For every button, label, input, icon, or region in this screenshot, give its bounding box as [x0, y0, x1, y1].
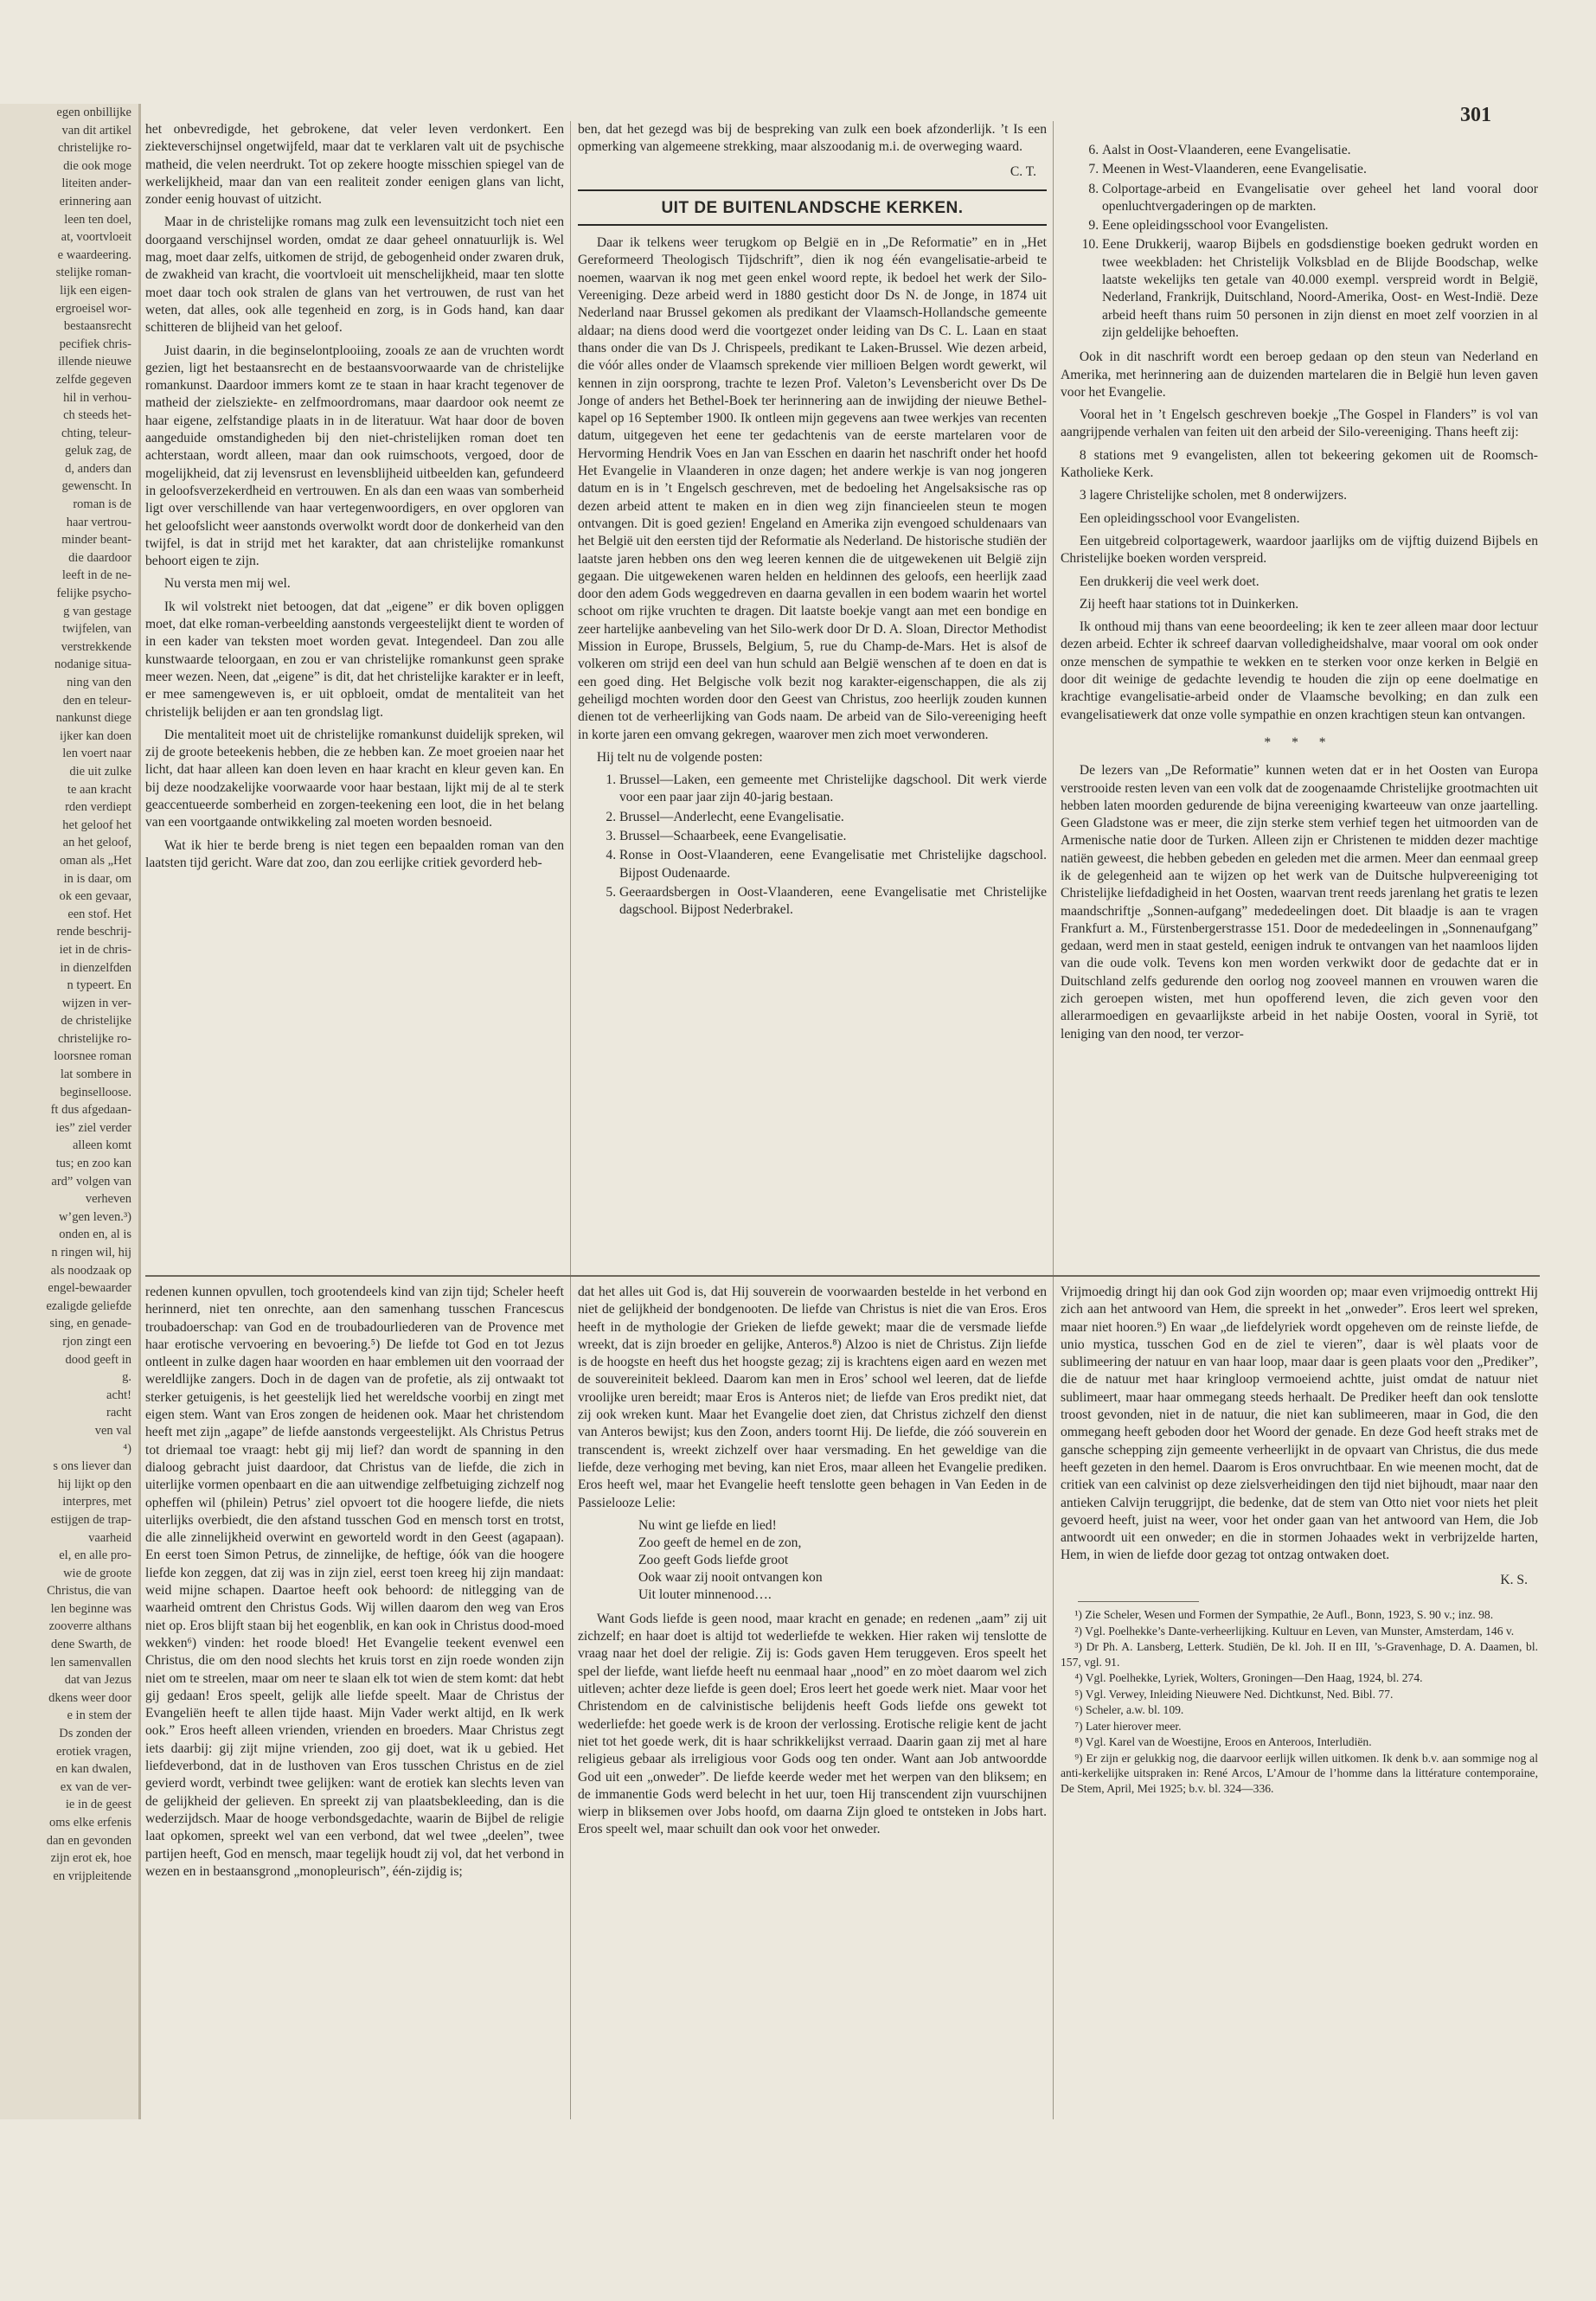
column-1-bottom [145, 1284, 564, 2114]
col2-bottom-p2: Want Gods liefde is geen nood, maar kracht en genade; en redenen „aam” zij uit zichzelf; en haar doet is altijd tot wederliefde te wekken. Hier raken wij tenslotte de vraag naar het doel der religie. Zij is: Gods gaven Hem teruggeven. Eros speelt het spel der liefde, want liefde heeft nu eenmaal haar „nood” en zo mòet daarom wel zich uitleven; achter deze liefde is geen doel; Eros leert het goede werk niet. Maar voor het Christendom en de calvinistische belijdenis heeft Gods liefde ons gewekt tot wederliefde: het goede werk is de kroon der verlossing. Erotische religie kent de jacht niet tot het goede werk, dit is haar schrikkelijkst verraad. Daarin gaan zij met al hare religieus gebaar als irreligious voor Gods oog ten onder. Want aan Job antwoordde God uit een „onweder”. De liefde keerde weder met het werpen van den bliksem; en de immanentie Gods werd belecht in het uur, toen Hij transcendent zijn vuurschijnen wierp in bliksemen over Jobs hoofd, om daarna Zijn gloed te ontsteken in Jobs hart. Eros speelt wel, maar schuilt dan ook voor het onweder. [578, 1611, 1047, 1837]
prev-page-line: ex van de ver- [60, 1779, 131, 1794]
prev-page-line: len samenvallen [50, 1655, 131, 1670]
prev-page-line: als noodzaak op [50, 1263, 131, 1278]
col1-paragraph: het onbevredigde, het gebrokene, dat veler leven verdonkert. Een ziekteverschijnsel ongetwijfeld, maar dat te verklaren valt uit de psychische matheid, die velen neerdrukt. Tot op zekere hoogte misschien spiegel van de werkelijkheid, maar dan van een realiteit zonder eenigen glans van licht, zonder eenig houvast of uitzicht. [145, 122, 564, 208]
poem-line: Nu wint ge liefde en lied! [638, 1517, 777, 1533]
prev-page-line: verstrekkende [61, 639, 131, 654]
signature-ct: C. T. [1010, 163, 1036, 179]
col2-paragraphs [578, 234, 1047, 766]
prev-page-line: haar vertrou- [66, 515, 131, 529]
prev-page-line: nodanige situa- [54, 657, 131, 672]
signature-ks: K. S. [1500, 1572, 1528, 1587]
prev-page-line: en vrijpleitende [53, 1868, 131, 1883]
prev-page-line: geluk zag, de [65, 444, 131, 458]
prev-page-line: n typeert. En [67, 978, 131, 993]
prev-page-line: interpres, met [62, 1495, 131, 1509]
prev-page-line: liteiten ander- [61, 176, 131, 191]
column-rule-2 [1053, 121, 1054, 2119]
col3-paragraph: Vooral het in ’t Engelsch geschreven boekje „The Gospel in Flanders” is vol van aangrijpende verhalen van feiten uit den arbeid der Silo-vereeniging. Thans heeft zij: [1061, 407, 1538, 440]
prev-page-line: estijgen de trap- [50, 1512, 131, 1527]
col2-paragraph: Hij telt nu de volgende posten: [596, 749, 763, 765]
prev-page-line: in dienzelfden [60, 960, 131, 975]
prev-page-line: den en teleur- [62, 693, 131, 708]
col1-bottom-text: redenen kunnen opvullen, toch grootendeels kind van zijn tijd; Scheler heeft herinnerd, niet ten onrechte, aan den samenhang tusschen Francescus troubadoerschap: van God en de troubadourliederen van de Provence met haar erotische vervoering en bevoering.⁵) De liefde tot God en tot Jezus ontleent in zulke dagen haar woorden en haar emblemen uit den voorraad der wereldlijke zangers. Doch in de dagen van de profetie, als zij ontwaakt tot sterker getuigenis, is het geestelijk lied het wereldsche voorbij en zingt met eigen stem. Want van Eros zongen de heidenen ook. Maar het christendom heeft met zijn „agape” de liefde aanstonds vergeestelijkt. Als Christus Petrus tot driemaal toe vraagt: hebt gij mij lief? dan wordt de spanning in den dialoog gebracht juist daardoor, dat Christus van de liefde, die zich in uiterlijke vormen openbaart en die aan uitwendige zelfbetuiging zichzelf nog opheffen wil (philein) Petrus’ ziel opvoert tot die hoogere liefde, die niets uiterlijks overbiedt, die den afstand tusschen God en mensch torst en trotst, die alle zinnelijkheid overwint en geworteld wordt in den Geest (agapaan). En eerst toen Simon Petrus, de zinnelijke, de heftige, óók van die hoogere liefde kon zeggen, dat zij was in zijn ziel, eerst toen kreeg hij zijn mandaat: weid mijne schapen. Daartoe heeft ook behoord: de nitlegging van de waarheid omtrent den Christus Gods. Wij willen daarom den weg van Eros niet op. Eros blijft staan bij het eogenblik, en kan ook in Christus dood-moed wekken⁶) vinden: het roode bloed! Het Evangelie teekent evenwel een Christus, die om den nood slechts het kruis torst en zijn roede wonden zijn niet om te streelen, maar om neer te slaan elk tot wien de stem komt: dat hebt gij gedaan! Eros speelt, gelijk alle liefde speelt. Maar de Christus der Evangeliën heeft te allen tijde haast. Mijn Vader werkt altijd, en Ik werk ook.” Eros heeft alleen vrienden, vrienden en broeders. Maar Christus zegt iets daarbij: gij zijt mijne vrienden, zoo gij doet, wat ik u gebied. Het liefdeverbond, dat in de lusthoven van Eros tusschen Christus en de ziel gevierd wordt, verbindt twee gelijken: want de erotiek kan slechts leven van de gelijkheid der gelieven. En spreekt zij van plaatsbekleeding, dan is die wederzijdsch. Maar de hooge verbondsgedachte, waarin de Bijbel de religie laat opkomen, spreekt wel van een verbond, dat wel twee „deelen”, twee partijen heeft, God en mensch, maar tegelijk houdt zij vol, dat het verbond in wezen en in bestaansgrond „monopleurisch”, één-zijdig is; [145, 1285, 564, 1879]
column-3-bottom [1061, 1284, 1538, 2114]
prev-page-line: at, voortvloeit [61, 230, 131, 245]
prev-page-line: ch steeds het- [63, 408, 131, 423]
prev-page-line: ies” ziel verder [55, 1120, 131, 1135]
prev-page-line: chting, teleur- [61, 426, 131, 440]
prev-page-line: g. [122, 1370, 131, 1385]
footnote: ⁶) Scheler, a.w. bl. 109. [1074, 1703, 1184, 1717]
previous-page-strip [0, 104, 141, 2119]
prev-page-line: d, anders dan [65, 461, 131, 476]
prev-page-line: w’gen leven.³) [58, 1209, 131, 1224]
prev-page-line: twijfelen, van [62, 622, 131, 637]
prev-page-line: loorsnee roman [54, 1049, 131, 1064]
prev-page-line: sing, en genade- [49, 1317, 131, 1331]
prev-page-line: die daardoor [68, 550, 131, 565]
footnote: ³) Dr Ph. A. Lansberg, Letterk. Studiën, De kl. Joh. II en III, ’s-Gravenhage, D. A. Daamen, bl. 157, vgl. 91. [1061, 1640, 1538, 1669]
prev-page-line: rende beschrij- [56, 925, 131, 939]
footnote: ¹) Zie Scheler, Wesen und Formen der Sympathie, 2e Aufl., Bonn, 1923, S. 90 v.; inz. 98. [1074, 1608, 1494, 1622]
prev-page-line: pecifiek chris- [59, 336, 131, 351]
prev-page-line: Ds zonden der [59, 1727, 131, 1741]
footnote-rule [1078, 1601, 1199, 1602]
col3-bottom-p1: Vrijmoedig dringt hij dan ook God zijn woorden op; maar even vrijmoedig onttrekt Hij zich aan het antwoord van Hem, die spreekt in het „onweder”. Eros leert wel spreken, maar niet hooren.⁹) En waar „de liefdelyriek wordt opgeheven om de reinste liefde, de unio mystica, tusschen God en de ziel te vieren”, daar is wèl plaats voor de sublimeering der natuur en van haar loop, maar daar is geen plaats voor den „Prediker”, die de natuur met haar kringloop vermoeiend achtte, juist omdat de natuur niet sublimeert, maar haar ommegang steeds herhaalt. De Prediker heeft dan ook tenslotte troost gevonden, niet in de natuur, die niet kan sublimeeren, maar in God, die den ommegang heeft geboden door het Woord der genade. En deze God heeft straks met de gansche schepping zijn gemeente verheerlijkt in de opvaart van Christus, die dus mede heeft gezeten in den hemel. Daarom is Eros onvruchtbaar. En wie meenen mocht, dat de critiek van een calvinist op deze zielsverheidingen den tijd niet bijhoudt, maar naar den antieken Calvijn teruggrijpt, die bedenke, dat de stem van Otto niet voor niets het pleit gevoerd heeft, juist na weer, voor het onder gaan van het antwoord van Hem, die Job antwoordt uit een onweder; en die in stormen Johaades wekt in verbrijzelde harten, Hem, in wien de liefde door gezag tot ontzag ontwaken doet. [1061, 1285, 1538, 1563]
col3-paragraph: Een uitgebreid colportagewerk, waardoor jaarlijks om de vijftig duizend Bijbels en Christelijke boeken worden verspreid. [1061, 533, 1538, 567]
col1-paragraph: Juist daarin, in die beginselontplooiing, zooals ze aan de vruchten wordt gezien, ligt het bestaansrecht en de bestaansvoorwaarde van de christelijke romankunst. Daardoor immers komt ze te staan in haar kracht tegenover de matheid der zielsziekte- en zelfmoordromans, maar daardoor ook neemt ze haar eigene, zelfstandige plaats in in de literatuur. Wat haar door de boven aangeduide omstandigheden bij den niet-christelijken roman doet ten achterstaan, wordt alleen, maar dan ook ruimschoots, vergoed, door de mogelijkheid, dat zij levensrust en levensblijheid uitbeelden kan, gefundeerd in geloofsverzekerdheid en vertrouwen. En als dan een waas van somberheid ligt over verschillende van haar vertegenwoordigers, en over opgloren van het geloofslicht weer aanstonds overwolkt wordt door de donkerheid van den twijfel, is dat in strijd met het karakter, dat aan christelijke romankunst behoort eigen te zijn. [145, 343, 564, 569]
prev-page-line: n ringen wil, hij [51, 1246, 131, 1259]
col3-paragraph: Een drukkerij die veel werk doet. [1079, 574, 1259, 589]
prev-page-line: ⁴) [123, 1441, 131, 1456]
list-item: 2. Brussel—Anderlecht, eene Evangelisatie. [619, 809, 1047, 826]
prev-page-line: oms elke erfenis [48, 1816, 131, 1830]
prev-page-line: acht! [106, 1388, 131, 1402]
column-2-top [578, 121, 1047, 1267]
prev-page-line: verheven [85, 1192, 131, 1207]
prev-page-line: een stof. Het [67, 907, 131, 921]
prev-page-line: hij lijkt op den [58, 1477, 131, 1491]
prev-page-line: egen onbillijke [56, 106, 131, 119]
list-item: 10. Eene Drukkerij, waarop Bijbels en godsdienstige boeken gedrukt worden en twee weekbladen: het Christelijk Volksblad en de Blijde Boodschap, welke laatste wekelijks ten getale van 40.000 exempl. verspreid wordt in België, Nederland, Frankrijk, Duitschland, Noord-Amerika, Oost- en West-Indië. Deze arbeid heeft thans ruim 50 personen in zijn dienst en moet zelf voorzien in al zijn geldelijke behoeften. [1102, 236, 1538, 342]
col1-paragraph: Maar in de christelijke romans mag zulk een levensuitzicht toch niet een doorgaand verschijnsel worden, omdat ze daar geheel onnatuurlijk is. Wel mag, moet daar zelfs, uitkomen de strijd, de gebogenheid onder zwaren druk, de zwakheid van kracht, die voortvloeit uit menschelijkheid, maar ten slotte moet daar toch ook stralen de glans van het vertrouwen, de rust van het weten, dat alles, ook alle tegenheid en zorg, is in Gods hand, kan daar schitteren de blijheid van het geloof. [145, 215, 564, 336]
column-rule-1 [570, 121, 571, 2119]
prev-page-line: erotiek vragen, [56, 1744, 131, 1759]
prev-page-line: g van gestage [63, 604, 131, 619]
poem-line: Uit louter minnenood…. [638, 1586, 772, 1602]
prev-page-line: racht [106, 1406, 131, 1420]
prev-page-line: e waardeering. [57, 247, 131, 262]
list-item: 4. Ronse in Oost-Vlaanderen, eene Evangelisatie met Christelijke dagschool. Bijpost Oudenaarde. [619, 847, 1047, 882]
prev-page-line: roman is de [73, 497, 131, 512]
prev-page-line: te aan kracht [67, 782, 131, 797]
prev-page-line: in is daar, om [63, 871, 131, 886]
prev-page-line: ard” volgen van [51, 1174, 131, 1189]
poem-line: Zoo geeft de hemel en de zon, [638, 1535, 802, 1550]
prev-page-line: bestaansrecht [63, 319, 131, 334]
col3-paragraph: Een opleidingsschool voor Evangelisten. [1079, 510, 1300, 526]
prev-page-line: an het geloof, [62, 836, 131, 850]
prev-page-line: engel-bewaarder [48, 1281, 131, 1296]
prev-page-line: de christelijke [61, 1014, 131, 1029]
col3-paragraph: De lezers van „De Reformatie” kunnen weten dat er in het Oosten van Europa verstrooide resten leven van een volk dat de zoogenaamde Christelijke grootmachten uit hebben laten moorden gedurende de bijna vereeniging kwarteeuw van onze jaartelling. Geen Gladstone was er meer, die zijn sterke stem verhief tegen het uitmoorden van de Armenische natie door de Turken. Alleen zijn er Christenen te midden dezer machtige natiën geweest, die hebben gebeden en geleden met die armen. Meer dan eenmaal greep ik de gelegenheid aan te wijzen op het werk van de Duitsche hulpvereeniging tot Christelijke liefdadigheid in het Oosten, waarvan trent reeds jarenlang het gratis te lezen maandschriftje „Sonnen-aufgang” mededeelingen doet. Dit blaadje is aan te vragen Frankfurt a. M., Fürstenbergerstrasse 151. Door de mededeelingen in „Sonnenaufgang” gedaan, werd men in staat gesteld, eenigen indruk te ontvangen van het naamloos lijden van die oude volk. Tevens kon men worden verkwikt door de gedachte dat er in Duitschland zelfs gedurende den oorlog nog zooveel mannen en vrouwen waren die zich geroepen wisten, met hun opofferend leven, die zich geven voor den allerarmoedigen en gevaarlijkste arbeid in het nabije Oosten, vooral in Syrië, tot leniging van den nood, ter verzor- [1061, 763, 1538, 1042]
section-stars: * * * [1264, 734, 1335, 750]
col1-paragraph: Wat ik hier te berde breng is niet tegen een bepaalden roman van den laatsten tijd gericht. Ware dat zoo, dan zou eerlijke critiek gevorderd heb- [145, 837, 564, 870]
prev-page-line: s ons liever dan [53, 1459, 131, 1474]
silo-posts-list-continued [1061, 142, 1538, 342]
prev-page-line: felijke psycho- [56, 586, 131, 601]
section-divider-rule [145, 1275, 1540, 1277]
column-1-top [145, 121, 564, 1267]
prev-page-line: ezaligde geliefde [46, 1298, 131, 1313]
prev-page-line: ijker kan doen [60, 728, 131, 743]
footnote: ²) Vgl. Poelhekke’s Dante-verheerlijking. Kultuur en Leven, van Munster, Amsterdam, 146 v. [1074, 1624, 1515, 1638]
prev-page-line: zooverre althans [48, 1619, 131, 1634]
prev-page-line: rjon zingt een [62, 1334, 131, 1349]
prev-page-line: dkens weer door [48, 1690, 131, 1705]
prev-page-line: ning van den [67, 676, 131, 689]
footnote: ⁵) Vgl. Verwey, Inleiding Nieuwere Ned. Dichtkunst, Ned. Bibl. 77. [1074, 1687, 1394, 1701]
prev-page-line: nankunst diege [55, 711, 131, 726]
col1-paragraph: Die mentaliteit moet uit de christelijke romankunst duidelijk spreken, wil zij de groote beteekenis hebben, die ze hebben kan. Ze moet groeien naar het licht, dat haar alleen kan doen leven en haar kracht en kleur geven kan. En bij deze noodzakelijke voorwaarde voor haar bestaan, lijkt mij de al te sterk geaccentueerde somberheid en zorgen-teekening een loot, die in het belang van een voortgaande ontwikkeling zal moeten worden besnoeid. [145, 727, 564, 830]
prev-page-line: die uit zulke [69, 764, 131, 779]
column-2-bottom [578, 1284, 1047, 2114]
prev-page-line: oman als „Het [60, 853, 131, 868]
col3-paragraph: 3 lagere Christelijke scholen, met 8 onderwijzers. [1079, 488, 1348, 503]
prev-page-line: dan en gevonden [46, 1833, 131, 1848]
prev-page-line: leeft in de ne- [61, 568, 131, 583]
list-item: 6. Aalst in Oost-Vlaanderen, eene Evangelisatie. [1102, 142, 1538, 159]
prev-page-line: dat van Jezus [64, 1673, 131, 1688]
prev-page-line: lat sombere in [60, 1067, 131, 1082]
prev-page-line: el, en alle pro- [59, 1548, 131, 1563]
col3-paragraphs [1061, 349, 1538, 724]
prev-page-line: dene Swarth, de [50, 1638, 131, 1652]
prev-page-line: zelfde gegeven [55, 372, 131, 387]
prev-page-line: lijk een eigen- [60, 283, 131, 298]
prev-page-line: christelijke ro- [58, 141, 131, 156]
footnote: ⁹) Er zijn er gelukkig nog, die daarvoor eerlijk willen uitkomen. Ik denk b.v. aan sommige nog al anti-kerkelijke uitspraken in: René Arcos, L’Amour de l’homme dans la littérature contemporaine, De Stem, April, Mei 1925; b.v. bl. 324—336. [1061, 1751, 1538, 1795]
prev-page-line: zijn erot ek, hoe [50, 1851, 131, 1866]
prev-page-line: tus; en zoo kan [55, 1157, 131, 1171]
prev-page-line: stelijke roman- [55, 266, 131, 280]
col2-bottom-p1: dat het alles uit God is, dat Hij souverein de voorwaarden bestelde in het verbond en niet de gelijkheid der bondgenooten. De liefde van Christus is niet die van Eros. Eros heeft in de mythologie der Grieken de liefde gewekt; maar die de versmade liefde wreekt, dat is zijn broeder en gelijke, Anteros.⁸) Alzoo is niet de Christus. Zijn liefde is de hoogste en heeft dus het hoogste gezag; zij is krachtens eigen aard en wezen met de souvereiniteit bekleed. Daarom kan men in Eros’ school wel leeren, dat de liefde vroolijke uren bereidt; maar Eros is Anteros niet; de liefde van Eros predikt niet, dat zij ook wreken kunt. Maar het Evangelie doet zien, dat Christus zichzelf den dienst van Anteros bewijst; kus den Zoon, anders toornt Hij. De liefde, die zóó souverein en transcendent is, wreekt zichzelf over haar versmading. En het geweldige van die liefde, deze verhoging met beving, kan niet Eros, maar alleen het Evangelie prediken. Eros heeft wel, maar het Evangelie heeft tenslotte geen behagen in Van Eeden in de Passielooze Lelie: [578, 1285, 1047, 1510]
prev-page-line: ok een gevaar, [59, 889, 131, 904]
prev-page-line: len beginne was [50, 1601, 131, 1616]
list-item: 8. Colportage-arbeid en Evangelisatie over geheel het land vooral door openluchtvergaderingen op de markten. [1102, 181, 1538, 216]
list-item: 3. Brussel—Schaarbeek, eene Evangelisatie. [619, 828, 1047, 845]
prev-page-line: onden en, al is [59, 1227, 131, 1242]
prev-page-line: ft dus afgedaan- [50, 1103, 131, 1118]
col3-paragraphs-2 [1061, 762, 1538, 1043]
prev-page-line: ie in de geest [65, 1798, 131, 1812]
prev-page-line: e in stem der [67, 1708, 131, 1723]
col3-paragraph: Zij heeft haar stations tot in Duinkerken. [1079, 596, 1299, 612]
col2-intro: ben, dat het gezegd was bij de bespreking van zulk een boek afzonderlijk. ’t Is een opmerking van algemeene strekking, maar alszoodanig m.i. de overweging waard. [578, 122, 1047, 155]
prev-page-line: alleen komt [72, 1138, 131, 1153]
prev-page-line: erinnering aan [59, 194, 131, 208]
prev-page-line: vaarheid [88, 1530, 131, 1545]
list-item: 1. Brussel—Laken, een gemeente met Christelijke dagschool. Dit werk vierde voor een paar jaar zijn 40-jarig bestaan. [619, 772, 1047, 807]
section-heading: UIT DE BUITENLANDSCHE KERKEN. [578, 189, 1047, 226]
poem-line: Ook waar zij nooit ontvangen kon [638, 1569, 823, 1585]
prev-page-line: ergroeisel wor- [55, 301, 131, 316]
col3-paragraph: Ik onthoud mij thans van eene beoordeeling; ik ken te zeer alleen maar door lectuur dezen arbeid. Echter ik schreef daarvan volledigheidshalve, maar vooral om ook onder onze menschen de sympathie te wekken en te sterken voor onze kerken in België en door dit weinige de gedachte levendig te houden die zijn op eene doelmatige en krachtige evangelisatie-arbeid onder de Vlaamsche bevolking; en dan zulk een evangelisatiewerk dat onze volle sympathie en onzen krachtigen steun kan ontvangen. [1061, 619, 1538, 722]
poem-line: Zoo geeft Gods liefde groot [638, 1552, 789, 1567]
prev-page-line: minder beant- [61, 533, 131, 548]
prev-page-line: het geloof het [62, 817, 131, 832]
list-item: 5. Geeraardsbergen in Oost-Vlaanderen, eene Evangelisatie met Christelijke dagschool. Bijpost Nederbrakel. [619, 884, 1047, 920]
prev-page-line: rden verdiept [65, 800, 131, 815]
footnote: ⁸) Vgl. Karel van de Woestijne, Eroos en Anteroos, Interludiën. [1074, 1735, 1372, 1749]
prev-page-line: iet in de chris- [59, 942, 131, 957]
prev-page-line: len voert naar [62, 747, 131, 761]
list-item: 7. Meenen in West-Vlaanderen, eene Evangelisatie. [1102, 161, 1538, 178]
prev-page-line: Christus, die van [47, 1584, 131, 1599]
silo-posts-list [578, 772, 1047, 919]
prev-page-line: wijzen in ver- [61, 996, 131, 1010]
prev-page-line: gewenscht. In [61, 479, 131, 494]
column-3-top [1061, 138, 1538, 1267]
footnote: ⁴) Vgl. Poelhekke, Lyriek, Wolters, Groningen—Den Haag, 1924, bl. 274. [1074, 1671, 1423, 1685]
prev-page-line: illende nieuwe [58, 355, 131, 369]
prev-page-line: die ook moge [63, 158, 131, 173]
prev-page-line: christelijke ro- [58, 1031, 131, 1046]
prev-page-line: dood geeft in [65, 1352, 131, 1367]
prev-page-line: van dit artikel [61, 123, 131, 138]
prev-page-line: ven val [94, 1423, 131, 1438]
poem-quote [638, 1517, 1047, 1604]
prev-page-line: en kan dwalen, [55, 1762, 131, 1777]
prev-page-line: wie de groote [63, 1566, 131, 1580]
footnotes [1061, 1607, 1538, 1796]
col3-paragraph: Ook in dit naschrift wordt een beroep gedaan op den steun van Nederland en Amerika, met herinnering aan de duizenden martelaren die in België hun leven gaven voor het Evangelie. [1061, 349, 1538, 400]
list-item: 9. Eene opleidingsschool voor Evangelisten. [1102, 217, 1538, 234]
col2-paragraph: Daar ik telkens weer terugkom op België en in „De Reformatie” en in „Het Gereformeerd Theologisch Tijdschrift”, dien ik nog één evangelisatie-arbeid te noemen, waarvan ik nog met geen enkel woord repte, ik bedoel het werk der Silo-Vereeniging. Deze arbeid werd in 1880 gesticht door Ds N. de Jonge, in 1874 uit Nederland naar Brussel gekomen als predikant der Vlaamsch-Hollandsche gemeente aldaar; na diens dood werd die voortgezet onder leiding van Ds C. L. Laan en staat thans onder die van Ds J. Chrispeels, predikant te Laken-Brussel. Wie dezen arbeid, die vóór alles onder de Vlaamsch sprekende vier millioen Belgen wordt gewerkt, wil kennen in zijn oorsprong, trachte te lezen Prof. Valeton’s Levensbericht over Ds De Jonge of anders het Bethel-Boek ter herinnering aan de inwijding der nieuwe Bethel-kapel op 16 September 1900. Ik ontleen mijn gegevens aan twee werkjes van recenten datum, uitgegeven het eene ter gedachtenis van de eerste martelaren voor de Hervorming Hendrik Voes en Jan van Esschen en daarin het naschrift onder het hoofd Het Evangelie in Vlaanderen in onze dagen; het andere werkje is van nog jongeren datum en is in ’t Engelsch geschreven, met de bedoeling het Angelsaksische ras op dezen arbeid attent te maken en in dien weg zijn financieelen steun te mogen ontvangen. Dit is goed gezien! Engeland en Amerika zijn evengoed schuldenaars van het België uit den eersten tijd der Reformatie als Nederland. De historische studiën der laatste jaren hebben ons den weg leeren kennen die de uitgewekenen uit België zijn gegaan. Die uitgewekenen waren helden en heldinnen des geloofs, een heerlijk zaad door den adem Gods weggedreven en daarna gevallen in een bodem waarin het wortel schoot om rijke vruchten te dragen. Dit laatste boekje vangt aan met een bondige en zeer hartelijke aanbeveling van het Silo-werk door Dr D. A. Sloan, Director Methodist Mission in Europe, Brussels, Belgium, 5, rue du Champ-de-Mars. Het is alsof de volkeren om strijd een deel van hun schuld aan België wenschen af te doen en dat is een goed ding. Het Belgische volk bezit nog karakter-eigenschappen, die als zij geheiligd mochten worden door den Geest van Christus, zoo heerlijk zouden kunnen dienen tot de verheerlijking van Gods naam. De arbeid van de Silo-vereeniging heeft in korte jaren een omvang gekregen, waarover men zich moet verwonderen. [578, 235, 1047, 742]
col3-paragraph: 8 stations met 9 evangelisten, allen tot bekeering gekomen uit de Roomsch-Katholieke Kerk. [1061, 447, 1538, 481]
prev-page-line: leen ten doel, [64, 212, 131, 227]
page-number: 301 [1460, 104, 1491, 126]
footnote: ⁷) Later hierover meer. [1074, 1719, 1182, 1733]
prev-page-line: beginselloose. [60, 1085, 131, 1099]
col1-paragraph: Nu versta men mij wel. [163, 576, 291, 592]
prev-page-line: hil in verhou- [63, 390, 131, 405]
col1-paragraph: Ik wil volstrekt niet betoogen, dat dat „eigene” er dik boven opliggen moet, dat elke roman-verbeelding aanstonds vergeestelijkt dient te worden of in een kader van teksten moet worden gevat. Integendeel. Dan zou alle kunstwaarde teloorgaan, en zou er van christelijke romankunst geen sprake meer wezen. Neen, dat „eigene” is dit, dat het christelijke karakter er in leeft, er mee samengeweven is, er uit opbloeit, omdat de mentaliteit van het christelijk belijden er aan ten grondslag ligt. [145, 599, 564, 720]
